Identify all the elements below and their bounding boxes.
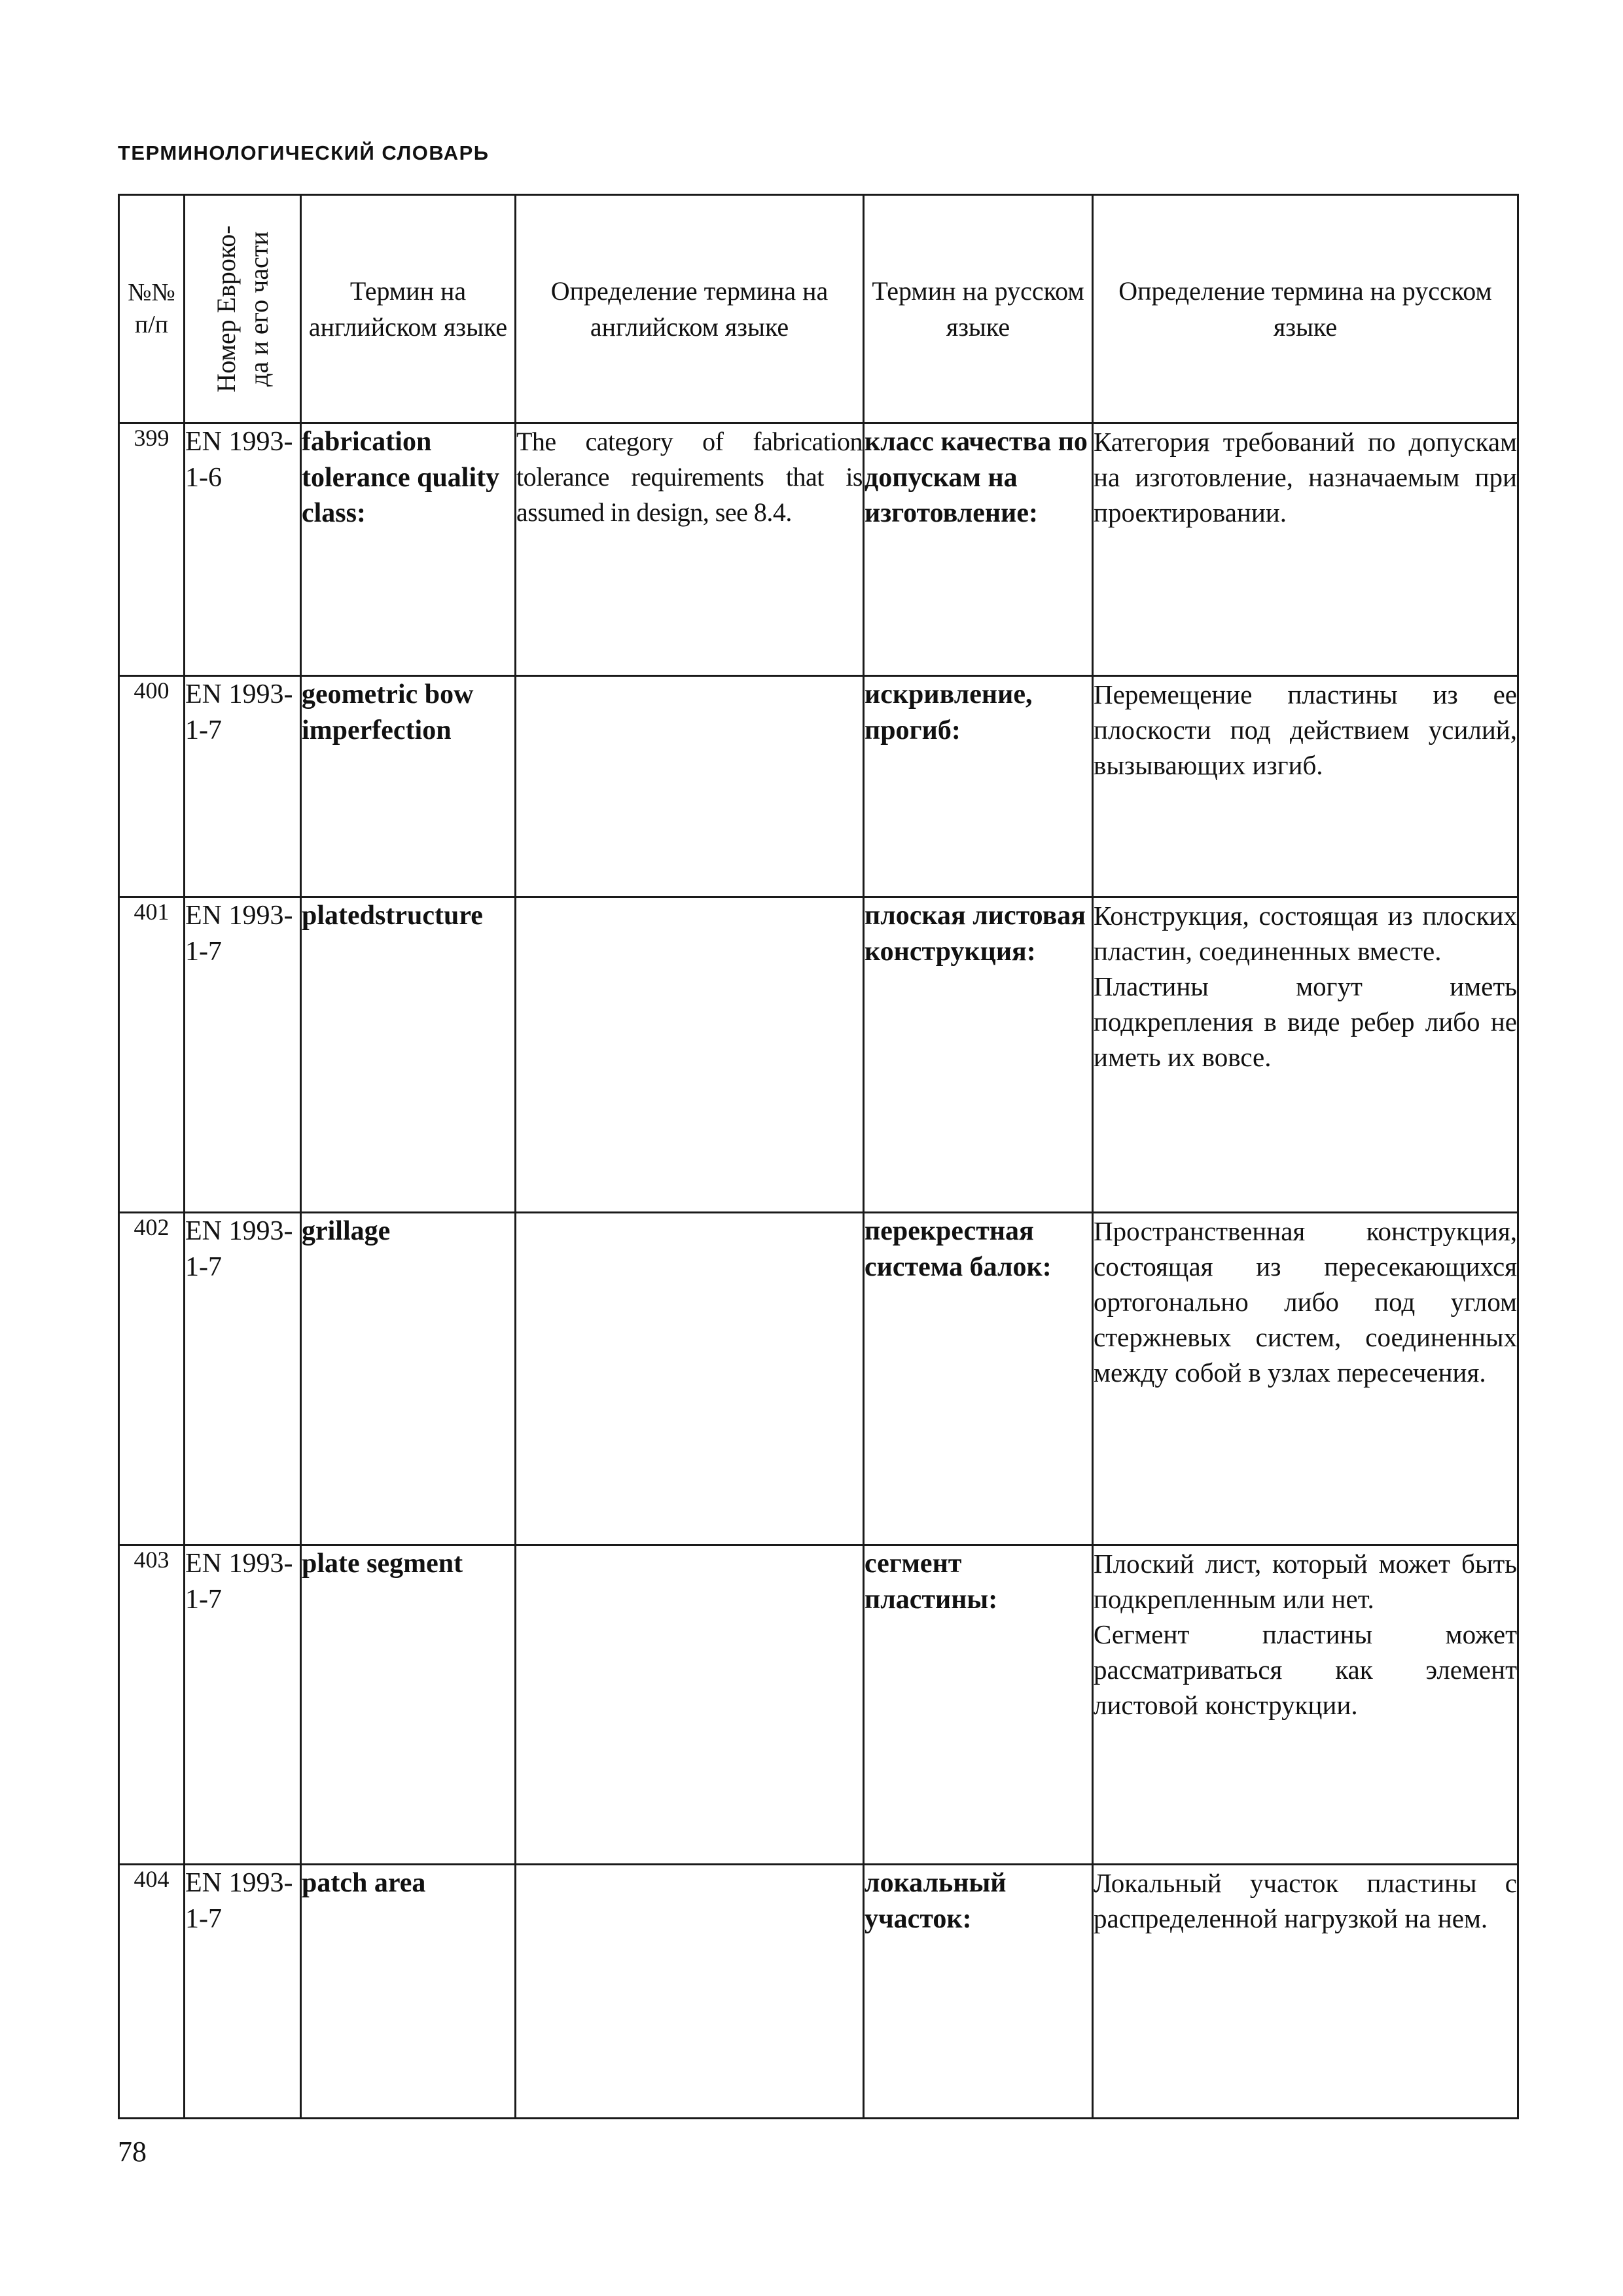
definition-english: [516, 897, 864, 1213]
table-row: [119, 897, 1518, 1213]
term-english: patch area: [301, 1865, 516, 2119]
definition-paragraph: Плоский лист, который может быть подкрепленным или нет.: [1094, 1549, 1517, 1615]
table-header-row: [119, 195, 1518, 423]
table-row: [119, 423, 1518, 676]
term-russian: перекрестная система балок:: [864, 1213, 1093, 1545]
row-number: 400: [119, 676, 185, 897]
term-russian: плоская листовая конструкция:: [864, 897, 1093, 1213]
eurocode-part: EN 1993-1-6: [185, 423, 301, 676]
running-head: ТЕРМИНОЛОГИЧЕСКИЙ СЛОВАРЬ: [118, 141, 490, 164]
definition-paragraph: Категория требований по допускам на изготовление, назначаемым при проектировании.: [1094, 427, 1517, 528]
eurocode-part: EN 1993-1-7: [185, 897, 301, 1213]
page-number: 78: [118, 2136, 147, 2168]
glossary-table: [118, 194, 1519, 2119]
term-russian: локальный участок:: [864, 1865, 1093, 2119]
row-number: 401: [119, 897, 185, 1213]
definition-russian: [1093, 423, 1518, 676]
column-header-eurocode: [185, 195, 301, 423]
definition-paragraph: Пластины могут иметь подкрепления в виде ребер либо не иметь их вовсе.: [1094, 971, 1517, 1073]
term-russian: сегмент пластины:: [864, 1545, 1093, 1865]
column-header-term-ru: Термин на русском языке: [864, 195, 1093, 423]
definition-russian: [1093, 676, 1518, 897]
definition-paragraph: Сегмент пластины может рассматриваться как элемент листовой конструкции.: [1094, 1619, 1517, 1721]
definition-english: [516, 1545, 864, 1865]
column-header-definition-ru: Определение термина на русском языке: [1093, 195, 1518, 423]
eurocode-part: EN 1993-1-7: [185, 1213, 301, 1545]
eurocode-part: EN 1993-1-7: [185, 676, 301, 897]
column-header-definition-en: Определение термина на английском языке: [516, 195, 864, 423]
term-russian: класс качества по допускам на изготовление:: [864, 423, 1093, 676]
column-header-eurocode-line2: да и его части: [243, 231, 274, 387]
row-number: 404: [119, 1865, 185, 2119]
definition-english: The category of fabrication tolerance requirements that is assumed in design, see 8.4.: [516, 423, 864, 676]
eurocode-part: EN 1993-1-7: [185, 1545, 301, 1865]
term-english: fabrication tolerance quality class:: [301, 423, 516, 676]
table-row: [119, 676, 1518, 897]
column-header-eurocode-line1: Номер Еврoко-: [211, 225, 241, 393]
column-header-number: №№ п/п: [119, 195, 185, 423]
column-header-term-en: Термин на английском языке: [301, 195, 516, 423]
definition-russian: [1093, 1865, 1518, 2119]
table-row: [119, 1865, 1518, 2119]
row-number: 402: [119, 1213, 185, 1545]
term-english: grillage: [301, 1213, 516, 1545]
definition-russian: [1093, 897, 1518, 1213]
term-english: plate segment: [301, 1545, 516, 1865]
definition-paragraph: Локальный участок пластины с распределенной нагрузкой на нем.: [1094, 1868, 1517, 1934]
definition-paragraph: Пространственная конструкция, состоящая из пересекающихся ортогонально либо под углом стержневых систем, соединенных между собой в узлах пересечения.: [1094, 1216, 1517, 1388]
table-row: [119, 1545, 1518, 1865]
row-number: 399: [119, 423, 185, 676]
definition-english: [516, 1213, 864, 1545]
definition-paragraph: Конструкция, состоящая из плоских пластин, соединенных вместе.: [1094, 901, 1517, 967]
term-russian: искривление, прогиб:: [864, 676, 1093, 897]
definition-russian: [1093, 1545, 1518, 1865]
row-number: 403: [119, 1545, 185, 1865]
definition-paragraph: Перемещение пластины из ее плоскости под действием усилий, вызывающих изгиб.: [1094, 679, 1517, 781]
eurocode-part: EN 1993-1-7: [185, 1865, 301, 2119]
definition-english: [516, 676, 864, 897]
definition-english: [516, 1865, 864, 2119]
table-row: [119, 1213, 1518, 1545]
definition-russian: [1093, 1213, 1518, 1545]
term-english: platedstructure: [301, 897, 516, 1213]
term-english: geometric bow imperfection: [301, 676, 516, 897]
